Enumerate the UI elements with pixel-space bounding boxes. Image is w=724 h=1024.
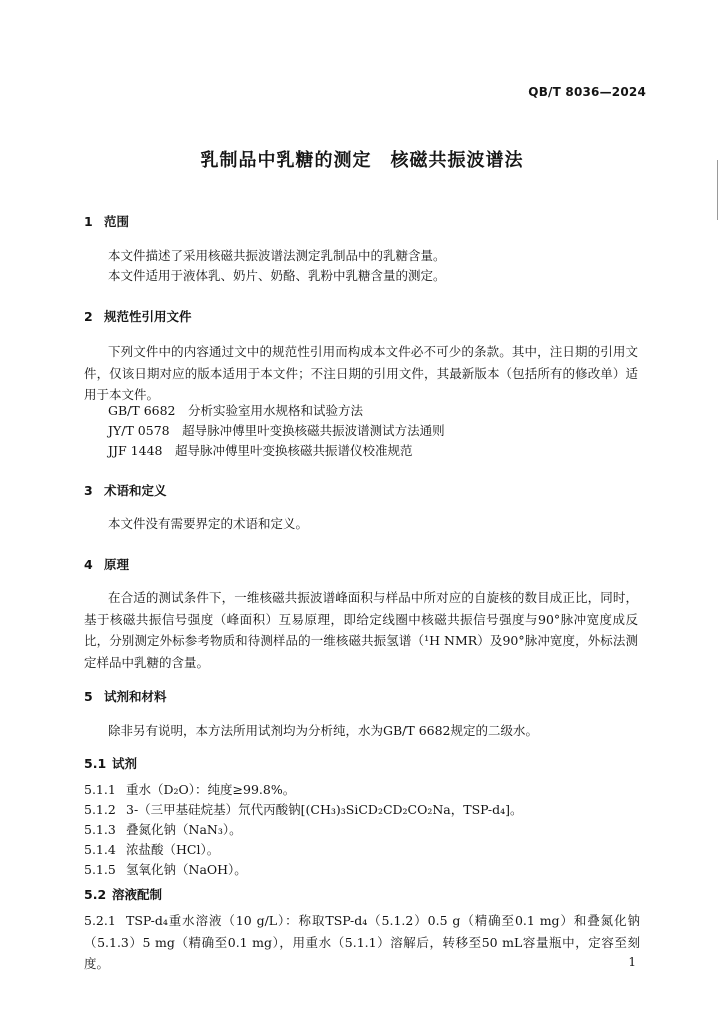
section-number: 1	[84, 214, 93, 229]
item-number: 5.1.4	[84, 842, 116, 857]
principle-paragraph: 在合适的测试条件下，一维核磁共振波谱峰面积与样品中所对应的自旋核的数目成正比，同时，基于核磁共振信号强度（峰面积）互易原理，即给定线圈中核磁共振信号强度与90°脉冲宽度成反比，分别测定外标参考物质和待测样品的一维核磁共振氢谱（¹H NMR）及90°脉冲宽度，外标法测定样品中乳糖的含量。	[84, 590, 638, 670]
reference-jyt0578: JY/T 0578 超导脉冲傅里叶变换核磁共振波谱测试方法通则	[108, 423, 445, 438]
subsection-5-1-heading	[84, 754, 137, 772]
scan-edge-mark	[717, 160, 718, 220]
item-text: 重水（D₂O）：纯度≥99.8%。	[126, 782, 296, 797]
section-4-heading	[84, 555, 129, 573]
reagent-item-5-1-1	[84, 779, 640, 801]
subsection-5-2-heading	[84, 885, 162, 903]
subsection-title: 溶液配制	[112, 887, 163, 902]
scope-line-2: 本文件适用于液体乳、奶片、奶酪、乳粉中乳糖含量的测定。	[108, 268, 446, 283]
normative-references-paragraph: 下列文件中的内容通过文中的规范性引用而构成本文件必不可少的条款。其中，注日期的引用文件，仅该日期对应的版本适用于本文件；不注日期的引用文件，其最新版本（包括所有的修改单）适用于本文件。	[84, 344, 638, 402]
section-title: 试剂和材料	[104, 689, 167, 704]
section-number: 5	[84, 689, 93, 704]
section-number: 4	[84, 557, 93, 572]
item-text: 氢氧化钠（NaOH）。	[126, 862, 247, 877]
reagent-item-5-1-5	[84, 859, 640, 881]
section-3-heading	[84, 481, 167, 499]
item-text: 浓盐酸（HCl）。	[126, 842, 220, 857]
standard-code: QB/T 8036—2024	[528, 85, 646, 99]
section-number: 2	[84, 309, 93, 324]
subsection-number: 5.1	[84, 756, 107, 771]
item-text: 3-（三甲基硅烷基）氘代丙酸钠[(CH₃)₃SiCD₂CD₂CO₂Na，TSP-d₄]。	[126, 802, 523, 817]
item-number: 5.1.5	[84, 862, 116, 877]
item-text: TSP-d₄重水溶液（10 g/L）：称取TSP-d₄（5.1.2）0.5 g（精确至0.1 mg）和叠氮化钠（5.1.3）5 mg（精确至0.1 mg），用重水（5.1.1）溶解后，转移至50 mL容量瓶中，定容至刻度。	[84, 913, 640, 971]
section-1-heading	[84, 212, 129, 230]
section-number: 3	[84, 483, 93, 498]
subsection-title: 试剂	[112, 756, 138, 771]
item-number: 5.1.2	[84, 802, 116, 817]
item-number: 5.1.3	[84, 822, 116, 837]
item-number: 5.1.1	[84, 782, 116, 797]
page-number: 1	[628, 955, 636, 969]
section-5-heading	[84, 687, 167, 705]
terms-paragraph: 本文件没有需要界定的术语和定义。	[108, 516, 309, 531]
reagent-item-5-1-3	[84, 819, 640, 841]
reference-gbt6682: GB/T 6682 分析实验室用水规格和试验方法	[108, 403, 364, 418]
subsection-number: 5.2	[84, 887, 107, 902]
item-number: 5.2.1	[84, 913, 116, 928]
section-title: 规范性引用文件	[104, 309, 192, 324]
section-title: 术语和定义	[104, 483, 167, 498]
section-title: 原理	[104, 557, 130, 572]
section-2-heading	[84, 307, 192, 325]
document-title: 乳制品中乳糖的测定 核磁共振波谱法	[200, 150, 524, 171]
reagents-intro-paragraph: 除非另有说明，本方法所用试剂均为分析纯，水为GB/T 6682规定的二级水。	[108, 723, 539, 738]
scope-line-1: 本文件描述了采用核磁共振波谱法测定乳制品中的乳糖含量。	[108, 248, 446, 263]
reagent-item-5-1-4	[84, 839, 640, 861]
item-text: 叠氮化钠（NaN₃）。	[126, 822, 242, 837]
solution-item-5-2-1	[84, 910, 640, 975]
reference-jjf1448: JJF 1448 超导脉冲傅里叶变换核磁共振谱仪校准规范	[108, 443, 413, 458]
reagent-item-5-1-2	[84, 799, 640, 821]
section-title: 范围	[104, 214, 130, 229]
